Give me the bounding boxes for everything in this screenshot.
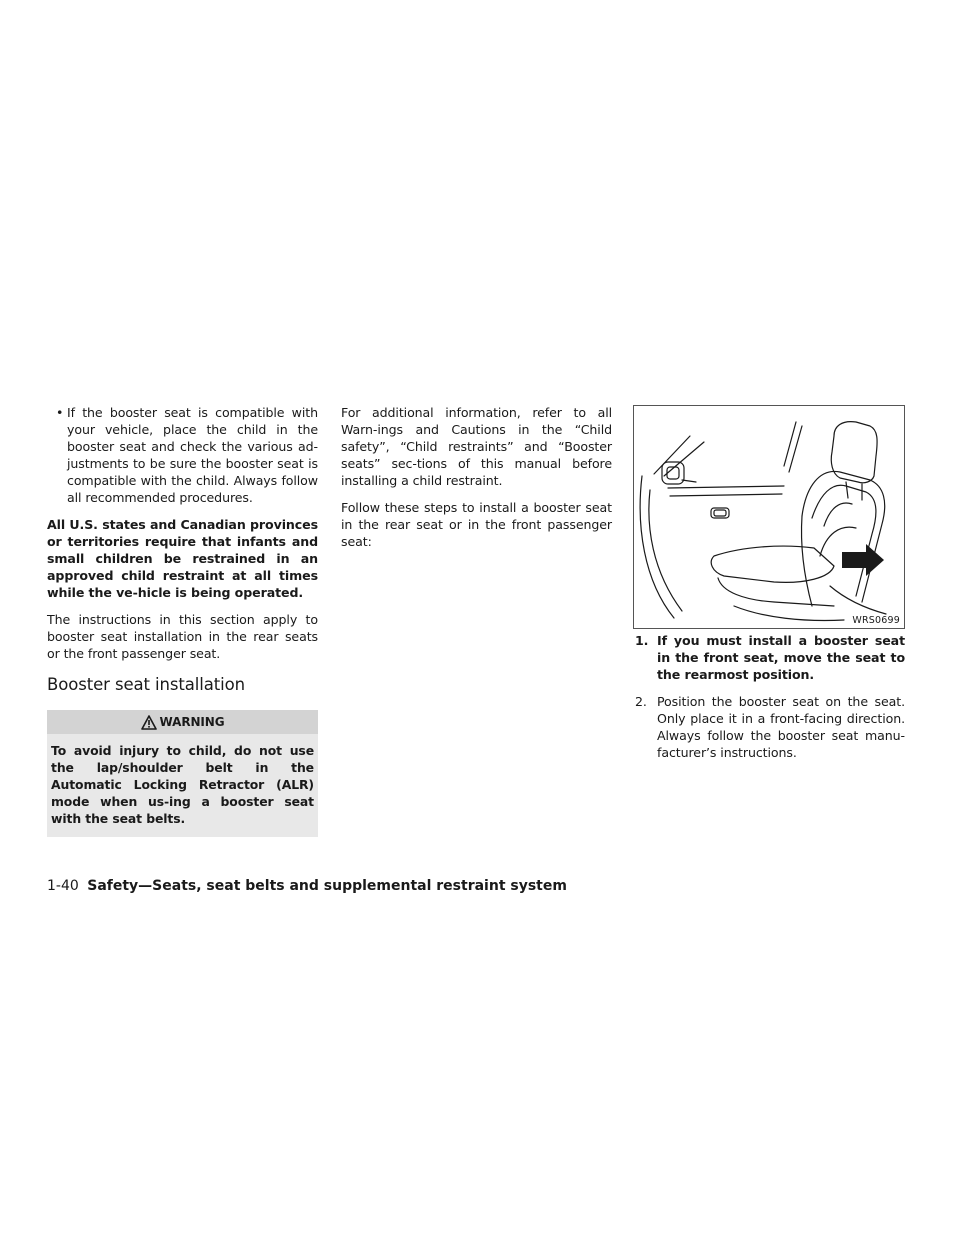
step-item-1 — [633, 632, 905, 683]
warning-triangle-icon — [141, 715, 157, 730]
left-column — [47, 404, 318, 837]
page-footer — [47, 876, 567, 896]
bullet-text: If the booster seat is compatible with your vehicle, place the child in the booster seat and check the various ad‐justments to be sure the booster seat is compatible with the child. Always follow all recommended procedures. — [67, 405, 318, 505]
right-column — [633, 632, 905, 771]
step-number: 2. — [635, 694, 647, 709]
warning-box — [47, 710, 318, 837]
step-text: Position the booster seat on the seat. Only place it in a front-facing direction. Always follow the booster seat manu‐facturer’s instructions. — [657, 694, 905, 760]
bullet-mark: • — [56, 405, 64, 420]
seat-arrow-illustration — [634, 406, 904, 628]
warning-header — [47, 710, 318, 734]
bullet-item — [47, 404, 318, 506]
section-title: Booster seat installation — [47, 675, 245, 694]
figure-code: WRS0699 — [852, 615, 900, 626]
warning-text: To avoid injury to child, do not use the lap/shoulder belt in the Automatic Locking Retractor (ALR) mode when us‐ing a booster seat with the seat belts. — [51, 743, 314, 826]
bold-paragraph: All U.S. states and Canadian provinces or territories require that infants and small children be restrained in an approved child restraint at all times while the ve‐hicle is being operated. — [47, 517, 318, 600]
page-number: 1-40 — [47, 878, 79, 894]
step-number: 1. — [635, 633, 649, 648]
instructions-paragraph: The instructions in this section apply to booster seat installation in the rear seats or the front passenger seat. — [47, 612, 318, 661]
additional-info-paragraph: For additional information, refer to all Warn‐ings and Cautions in the “Child safety”, “Child restraints” and “Booster seats” sec‐tions of this manual before installing a child restraint. — [341, 405, 612, 488]
middle-column — [341, 404, 612, 560]
chapter-title: Safety—Seats, seat belts and supplemental restraint system — [87, 878, 567, 894]
step-text: If you must install a booster seat in the front seat, move the seat to the rearmost position. — [657, 633, 905, 682]
follow-steps-paragraph: Follow these steps to install a booster seat in the rear seat or in the front passenger seat: — [341, 500, 612, 549]
step-item-2 — [633, 693, 905, 761]
seat-figure — [633, 405, 905, 629]
warning-label: WARNING — [159, 714, 225, 729]
